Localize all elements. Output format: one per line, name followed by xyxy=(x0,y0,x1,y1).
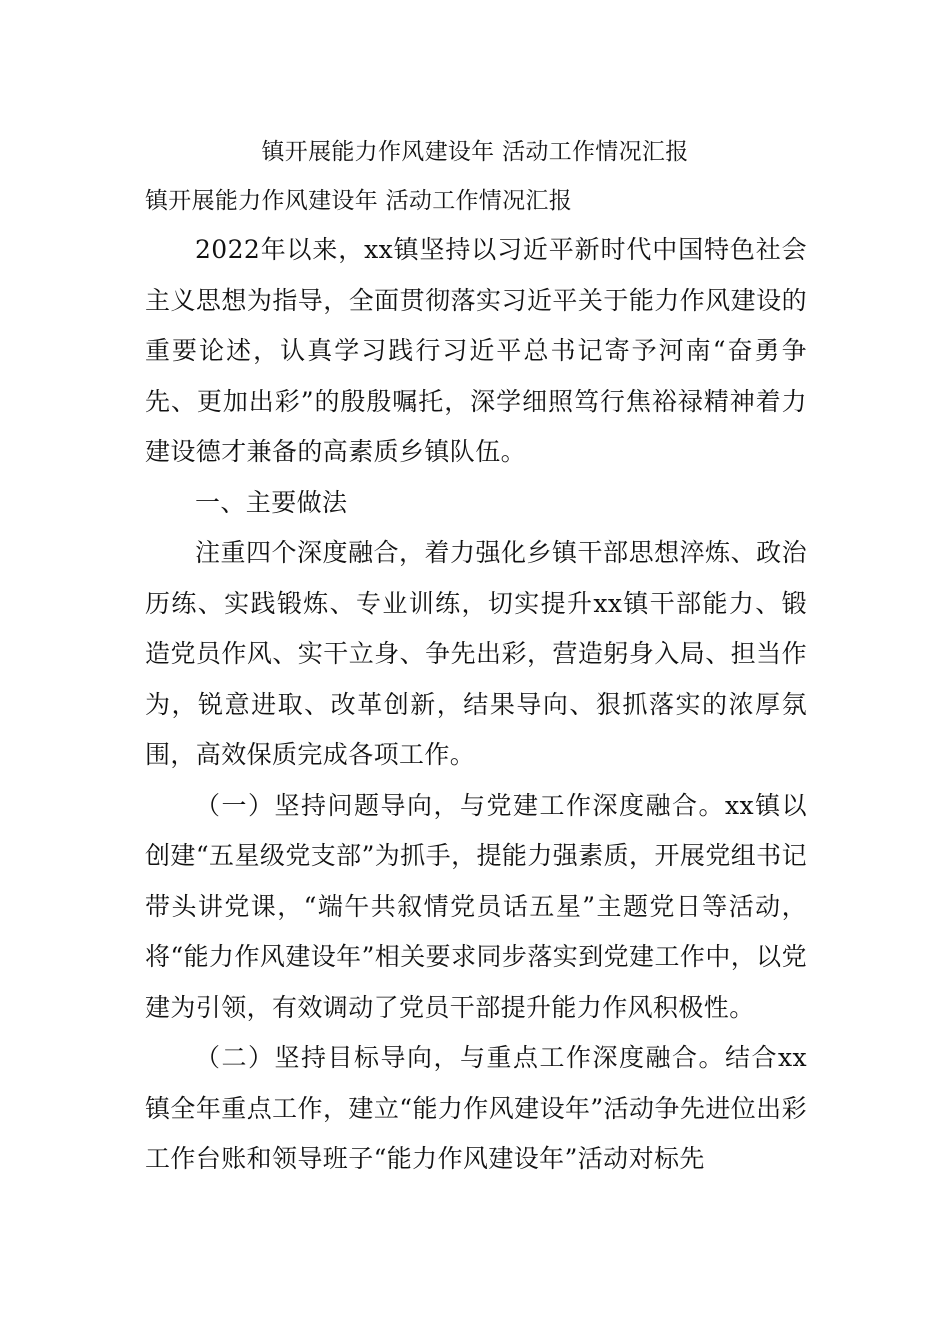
document-body xyxy=(145,225,807,1185)
paragraph-goal-oriented: （二）坚持目标导向，与重点工作深度融合。结合xx镇全年重点工作，建立“能力作风建设年”活动争先进位出彩工作台账和领导班子“能力作风建设年”活动对标先 xyxy=(145,1043,807,1173)
paragraph-problem-oriented: （一）坚持问题导向，与党建工作深度融合。xx镇以创建“五星级党支部”为抓手，提能力强素质，开展党组书记带头讲党课，“端午共叙情党员话五星”主题党日等活动，将“能力作风建设年”相关要求同步落实到党建工作中，以党建为引领，有效调动了党员干部提升能力作风积极性。 xyxy=(145,790,807,1022)
section-heading-main-practices: 一、主要做法 xyxy=(195,487,348,517)
paragraph-overview: 注重四个深度融合，着力强化乡镇干部思想淬炼、政治历练、实践锻炼、专业训练，切实提升xx镇干部能力、锻造党员作风、实干立身、争先出彩，营造躬身入局、担当作为，锐意进取、改革创新，结果导向、狠抓落实的浓厚氛围，高效保质完成各项工作。 xyxy=(145,538,807,769)
paragraph-intro: 2022年以来，xx镇坚持以习近平新时代中国特色社会主义思想为指导，全面贯彻落实习近平关于能力作风建设的重要论述，认真学习践行习近平总书记寄予河南“奋勇争先、更加出彩”的殷殷嘱托，深学细照笃行焦裕禄精神着力建设德才兼备的高素质乡镇队伍。 xyxy=(145,235,807,466)
document-subtitle: 镇开展能力作风建设年 活动工作情况汇报 xyxy=(145,188,573,214)
document-title: 镇开展能力作风建设年 活动工作情况汇报 xyxy=(261,139,689,165)
